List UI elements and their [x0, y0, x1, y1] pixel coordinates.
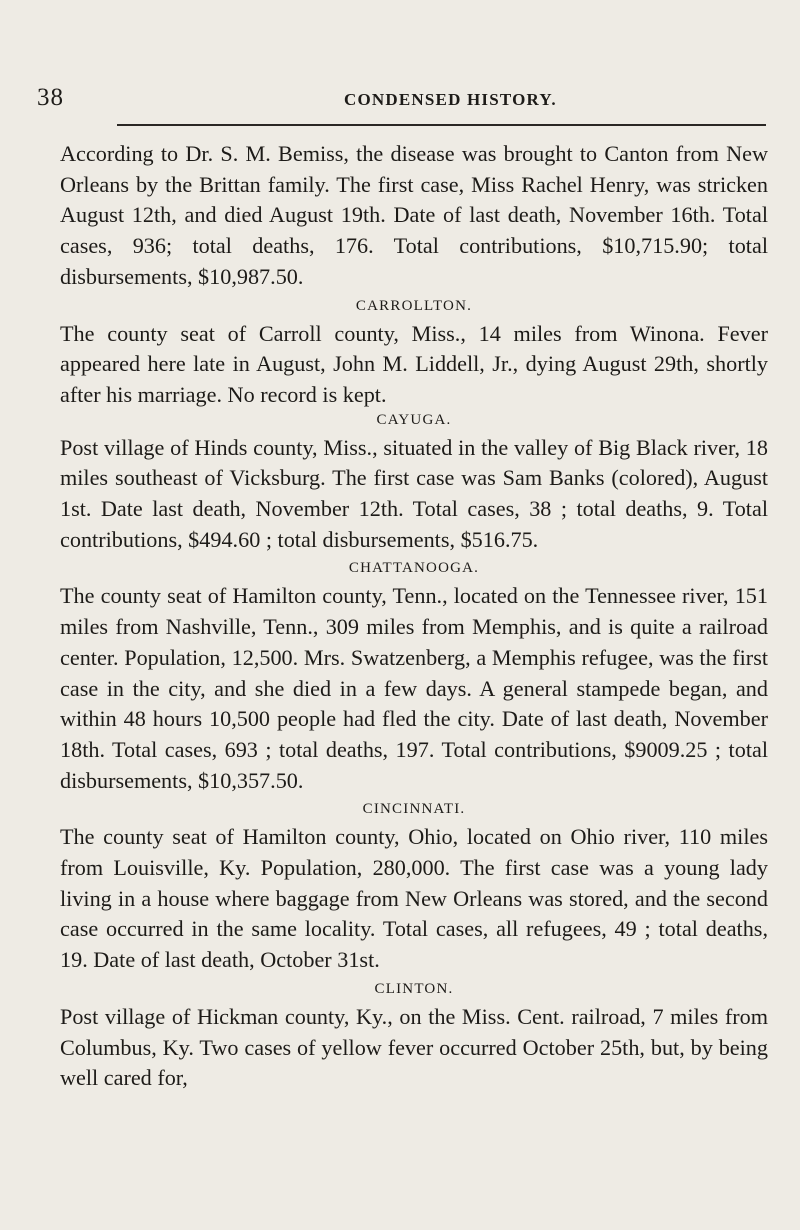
chattanooga-paragraph: The county seat of Hamilton county, Tenn., located on the Tennessee river, 151 miles from Nashville, Tenn., 309 miles from Memphis, and is quite a railroad center. Population, 12,500. Mrs. Swatzenberg, a Memphis refugee, was the first case in the city, and she died in a few days. A general stampede began, and within 48 hours 10,500 people had fled the city. Date of last death, November 18th. Total cases, 693 ; total deaths, 197. Total contributions, $9009.25 ; total disbursements, $10,357.50. [60, 583, 768, 793]
section-heading-cayuga: CAYUGA. [376, 411, 452, 428]
section-heading-chattanooga: CHATTANOOGA. [348, 560, 480, 577]
clinton-paragraph: Post village of Hickman county, Ky., on the Miss. Cent. railroad, 7 miles from Columbus, Ky. Two cases of yellow fever occurred October 25th, but, by being well cared for, [60, 1003, 768, 1091]
cincinnati-paragraph: The county seat of Hamilton county, Ohio, located on Ohio river, 110 miles from Louisville, Ky. Population, 280,000. The first case was a young lady living in a house where baggage from New Orleans was stored, and the second case occurred in the same locality. Total cases, all refugees, 49 ; total deaths, 19. Date of last death, October 31st. [60, 824, 768, 973]
canton-paragraph: According to Dr. S. M. Bemiss, the disease was brought to Canton from New Orleans by the Brittan family. The first case, Miss Rachel Henry, was stricken August 12th, and died August 19th. Date of last death, November 16th. Total cases, 936; total deaths, 176. Total contributions, $10,715.90; total disbursements, $10,987.50. [60, 141, 768, 289]
header-rule [117, 124, 766, 126]
section-heading-cincinnati: CINCINNATI. [362, 801, 466, 818]
carrollton-paragraph: The county seat of Carroll county, Miss., 14 miles from Winona. Fever appeared here late in August, John M. Liddell, Jr., dying August 29th, shortly after his marriage. No record is kept. [60, 320, 768, 407]
section-heading-clinton: CLINTON. [374, 980, 454, 997]
running-head [0, 84, 800, 114]
page-number: 38 [37, 84, 64, 111]
page-heading: CONDENSED HISTORY. [344, 90, 557, 109]
cayuga-paragraph: Post village of Hinds county, Miss., situated in the valley of Big Black river, 18 miles southeast of Vicksburg. The first case was Sam Banks (colored), August 1st. Date last death, November 12th. Total cases, 38 ; total deaths, 9. Total contributions, $494.60 ; total disbursements, $516.75. [60, 434, 768, 552]
page-body [60, 139, 768, 1094]
section-heading-carrollton: CARROLLTON. [355, 297, 473, 314]
